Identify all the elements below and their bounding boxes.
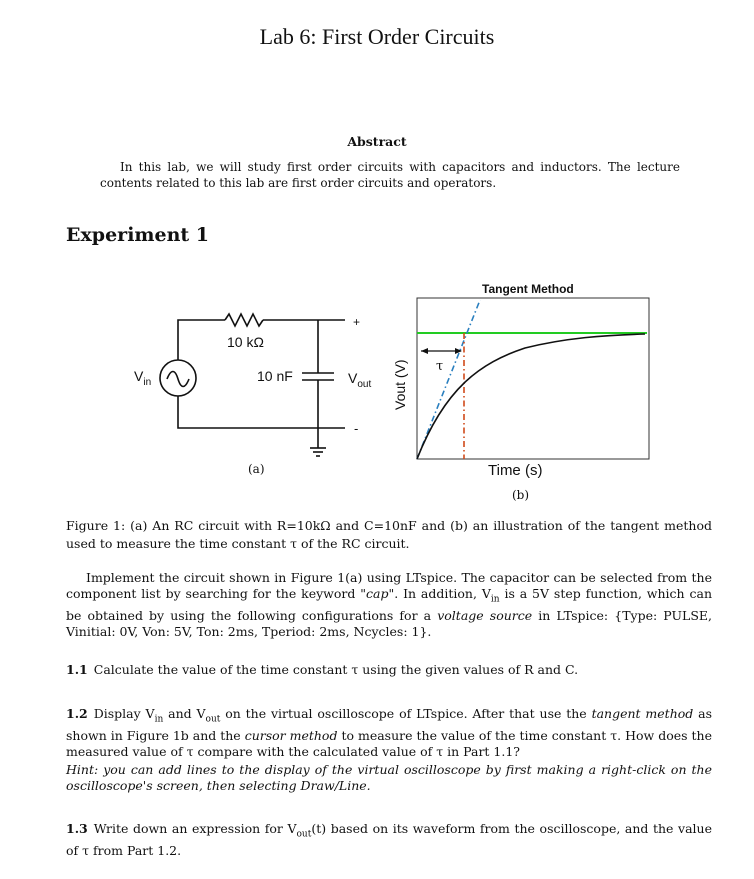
- page-title: Lab 6: First Order Circuits: [259, 24, 495, 49]
- wire-left-top: [178, 320, 225, 360]
- question-1-3: 1.3 Write down an expression for $V_{out}(t)$ based on its waveform from the oscilloscope, and the value of τ from Part 1.2.: [66, 821, 712, 858]
- instructions-paragraph: Implement the circuit shown in Figure 1(a) using LTspice. The capacitor can be selected from the component list by searching for the keyword "cap". In addition, $V_{in}$ is a 5V step function, which can be obtained by using the following configurations for a voltage source in LTspice: {Type: PULSE, Vinitial: 0V, Von: 5V, Ton: 2ms, Tperiod: 2ms, Ncycles: 1}.: [66, 570, 712, 639]
- plot-title: Tangent Method: [482, 282, 574, 296]
- question-1-2: 1.2 Display $V_{in}$ and $V_{out}$ on the virtual oscilloscope of LTspice. After that use the tangent method as shown in Figure 1b and the cursor method to measure the value of the time constant τ. How does the measured value of τ compare with the calculated value of τ in Part 1.1?: [66, 706, 713, 759]
- y-axis-label: Vout (V): [392, 359, 408, 410]
- resistor: [225, 314, 263, 326]
- plot-frame: [417, 298, 649, 459]
- resistor-label: 10 kΩ: [227, 334, 264, 350]
- vin-sub: in: [143, 377, 152, 388]
- subfigure-b-label: (b): [512, 488, 530, 502]
- x-axis-label: Time (s): [488, 462, 543, 479]
- svg-text:Vin: [134, 368, 151, 388]
- hint-text: Hint: you can add lines to the display of the virtual oscilloscope by first making a right-click on the oscilloscope's screen, then selecting Draw/Line.: [66, 762, 712, 793]
- capacitor-label: 10 nF: [257, 368, 293, 384]
- plus-sign: +: [353, 315, 361, 329]
- experiment-heading: Experiment 1: [66, 224, 210, 246]
- question-1-1: 1.1 Calculate the value of the time constant τ using the given values of R and C.: [66, 662, 579, 677]
- sine-glyph: [167, 372, 189, 387]
- vout-sub: out: [357, 379, 372, 390]
- tangent-line: [417, 300, 480, 459]
- minus-sign: -: [354, 421, 359, 436]
- abstract-heading: Abstract: [347, 134, 407, 149]
- rc-circuit-diagram: [120, 300, 380, 460]
- abstract-body: In this lab, we will study first order circuits with capacitors and inductors. The lecture contents related to this lab are first order circuits and operators.: [100, 160, 680, 190]
- tau-label: τ: [436, 359, 444, 374]
- wire-bottom: [178, 396, 345, 428]
- figure-caption: Figure 1: (a) An RC circuit with R=10kΩ and C=10nF and (b) an illustration of the tangent method used to measure the time constant τ of the RC circuit.: [66, 518, 712, 551]
- vin-label: V: [134, 368, 144, 384]
- rc-charging-curve: [417, 334, 645, 459]
- tangent-method-plot: [385, 278, 660, 490]
- subfigure-a-label: (a): [248, 462, 265, 476]
- vout-label: V: [348, 370, 358, 386]
- svg-text:Vout: [348, 370, 371, 390]
